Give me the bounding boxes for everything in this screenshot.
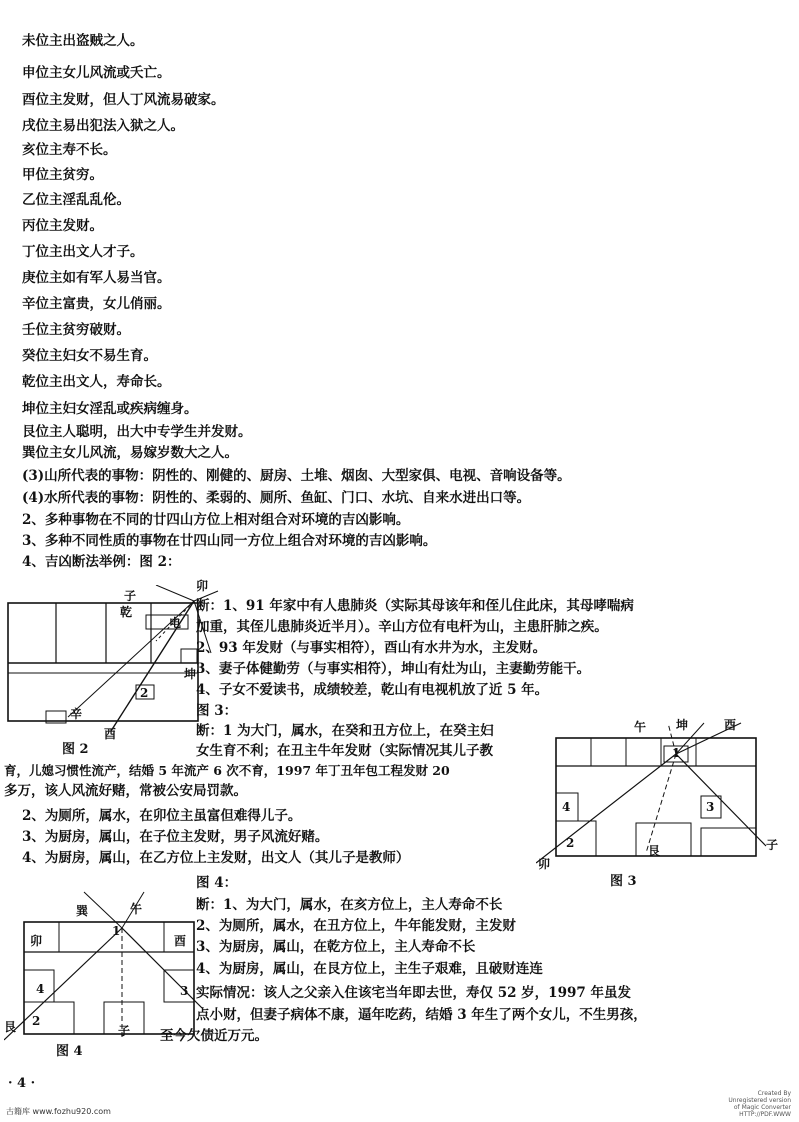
text-line: 至今欠债近万元。 <box>160 1028 268 1044</box>
text-line: 断：1、为大门，属水，在亥方位上，主人寿命不长 <box>196 897 503 913</box>
text-line: 多万，该人风流好赌，常被公安局罚款。 <box>4 783 247 799</box>
figure-2-diagram <box>6 579 221 741</box>
fig3-label-n3: 3 <box>706 800 715 814</box>
text-line: 坤位主妇女淫乱或疾病缠身。 <box>22 401 198 417</box>
text-line: 酉位主发财，但人丁风流易破家。 <box>22 92 225 108</box>
text-line: 2、为厕所，属水，在丑方位上，牛年能发财，主发财 <box>196 918 516 934</box>
figure-4-diagram <box>4 890 204 1050</box>
fig3-label-gen: 艮 <box>648 844 661 858</box>
fig4-label-xun: 巽 <box>76 904 89 918</box>
text-line: 甲位主贫穷。 <box>22 167 103 183</box>
text-line: 育，儿媳习惯性流产，结婚 5 年流产 6 次不育，1997 年丁丑年包工程发财 20 <box>4 763 450 778</box>
fig3-label-mao: 卯 <box>538 857 551 871</box>
fig3-label-n4: 4 <box>562 800 571 814</box>
fig2-label-you: 酉 <box>104 727 117 741</box>
fig2-label-zi: 子 <box>124 589 137 603</box>
text-line: 断：1、91 年家中有人患肺炎（实际其母该年和侄儿住此床，其母哮喘病 <box>196 598 634 614</box>
text-line: 3、妻子体健勤劳（与事实相符），坤山有灶为山，主妻勤劳能干。 <box>196 661 591 677</box>
fig2-label-two: 2 <box>140 686 149 700</box>
text-line: 3、为厨房，属山，在子位主发财，男子风流好赌。 <box>22 829 329 845</box>
text-line: 2、多种事物在不同的廿四山方位上相对组合对环境的吉凶影响。 <box>22 512 410 528</box>
text-line: 3、多种不同性质的事物在廿四山同一方位上组合对环境的吉凶影响。 <box>22 533 437 549</box>
text-line: 丙位主发财。 <box>22 218 103 234</box>
text-line: 女生育不利；在丑主牛年发财（实际情况其儿子教 <box>196 743 493 759</box>
text-line: 2、为厕所，属水，在卯位主虽富但难得儿子。 <box>22 808 302 824</box>
converter-stamp <box>728 1090 791 1118</box>
text-line: 4、子女不爱读书，成绩较差，乾山有电视机放了近 5 年。 <box>196 682 549 698</box>
figure-4-heading: 图 4： <box>196 875 238 891</box>
text-line: 辛位主富贵，女儿俏丽。 <box>22 296 171 312</box>
fig3-label-zi: 子 <box>766 838 779 852</box>
text-line: 断：1 为大门，属水，在癸和丑方位上，在癸主妇 <box>196 723 494 739</box>
figure-3-heading: 图 3： <box>196 703 238 719</box>
text-line: 点小财，但妻子病体不康，逼年吃药，结婚 3 年生了两个女儿，不生男孩， <box>196 1007 647 1023</box>
text-line: 加重，其侄儿患肺炎近半月）。辛山方位有电杆为山，主患肝肺之疾。 <box>196 619 608 635</box>
fig2-label-mao: 卯 <box>196 579 209 593</box>
fig3-label-wu: 午 <box>634 720 647 734</box>
text-line: 戌位主易出犯法入狱之人。 <box>22 118 184 134</box>
fig3-label-n1: 1 <box>672 746 681 760</box>
fig3-label-you: 酉 <box>724 718 737 732</box>
text-line: 巽位主女儿风流，易嫁岁数大之人。 <box>22 445 238 461</box>
text-line: 丁位主出文人才子。 <box>22 244 144 260</box>
text-line: 未位主出盗贼之人。 <box>22 33 144 49</box>
text-line: 4、为厨房，属山，在艮方位上，主生子艰难，且破财连连 <box>196 961 543 977</box>
page-number: · 4 · <box>8 1076 36 1091</box>
figure-2-caption: 图 2 <box>62 742 89 757</box>
fig2-label-xin: 辛 <box>70 707 83 721</box>
text-line: 艮位主人聪明，出大中专学生并发财。 <box>22 424 252 440</box>
text-line: 4、为厨房，属山，在乙方位上主发财，出文人（其儿子是教师） <box>22 850 410 866</box>
text-line: 4、吉凶断法举例：图 2： <box>22 554 181 570</box>
fig4-label-n3: 3 <box>180 984 189 998</box>
text-line: 3、为厨房，属山，在乾方位上，主人寿命不长 <box>196 939 476 955</box>
fig4-label-mao: 卯 <box>30 934 43 948</box>
text-line: 亥位主寿不长。 <box>22 142 117 158</box>
fig2-label-dian: 电 <box>169 616 182 630</box>
fig4-label-wu: 午 <box>130 902 143 916</box>
footer-site: 古籍库 www.fozhu920.com <box>6 1107 111 1116</box>
text-line: 2、93 年发财（与事实相符），酉山有水井为水，主发财。 <box>196 640 547 656</box>
text-line: 实际情况：该人之父亲入住该宅当年即去世，寿仅 52 岁，1997 年虽发 <box>196 985 631 1001</box>
stamp-line: Unregistered version <box>728 1097 791 1104</box>
stamp-line: of Magic Converter <box>733 1104 791 1111</box>
figure-3-caption: 图 3 <box>610 874 637 889</box>
fig4-label-n2: 2 <box>32 1014 41 1028</box>
text-line: 庚位主如有军人易当官。 <box>22 270 171 286</box>
fig4-label-n4: 4 <box>36 982 45 996</box>
fig4-label-gen: 艮 <box>4 1020 17 1034</box>
figure-3-diagram <box>536 718 786 871</box>
text-line: 申位主女儿风流或夭亡。 <box>22 65 171 81</box>
stamp-line: HTTP://PDF.WWW <box>739 1111 791 1118</box>
fig4-label-zi: 子 <box>118 1024 131 1038</box>
figure-4-caption: 图 4 <box>56 1044 83 1059</box>
fig4-label-n1: 1 <box>112 924 121 938</box>
text-line: 癸位主妇女不易生育。 <box>22 348 157 364</box>
text-line: 乾位主出文人，寿命长。 <box>22 374 171 390</box>
fig3-label-n2: 2 <box>566 836 575 850</box>
fig4-label-you: 酉 <box>174 934 187 948</box>
fig2-label-kun: 坤 <box>184 667 197 681</box>
text-line: 乙位主淫乱乱伦。 <box>22 192 130 208</box>
fig2-label-qian: 乾 <box>120 605 133 619</box>
fig3-label-kun: 坤 <box>676 718 689 732</box>
text-line: 壬位主贫穷破财。 <box>22 322 130 338</box>
text-line: (4)水所代表的事物：阴性的、柔弱的、厕所、鱼缸、门口、水坑、自来水进出口等。 <box>22 490 531 506</box>
text-line: (3)山所代表的事物：阴性的、刚健的、厨房、土堆、烟囱、大型家俱、电视、音响设备等。 <box>22 468 571 484</box>
stamp-line: Created By <box>757 1090 791 1097</box>
